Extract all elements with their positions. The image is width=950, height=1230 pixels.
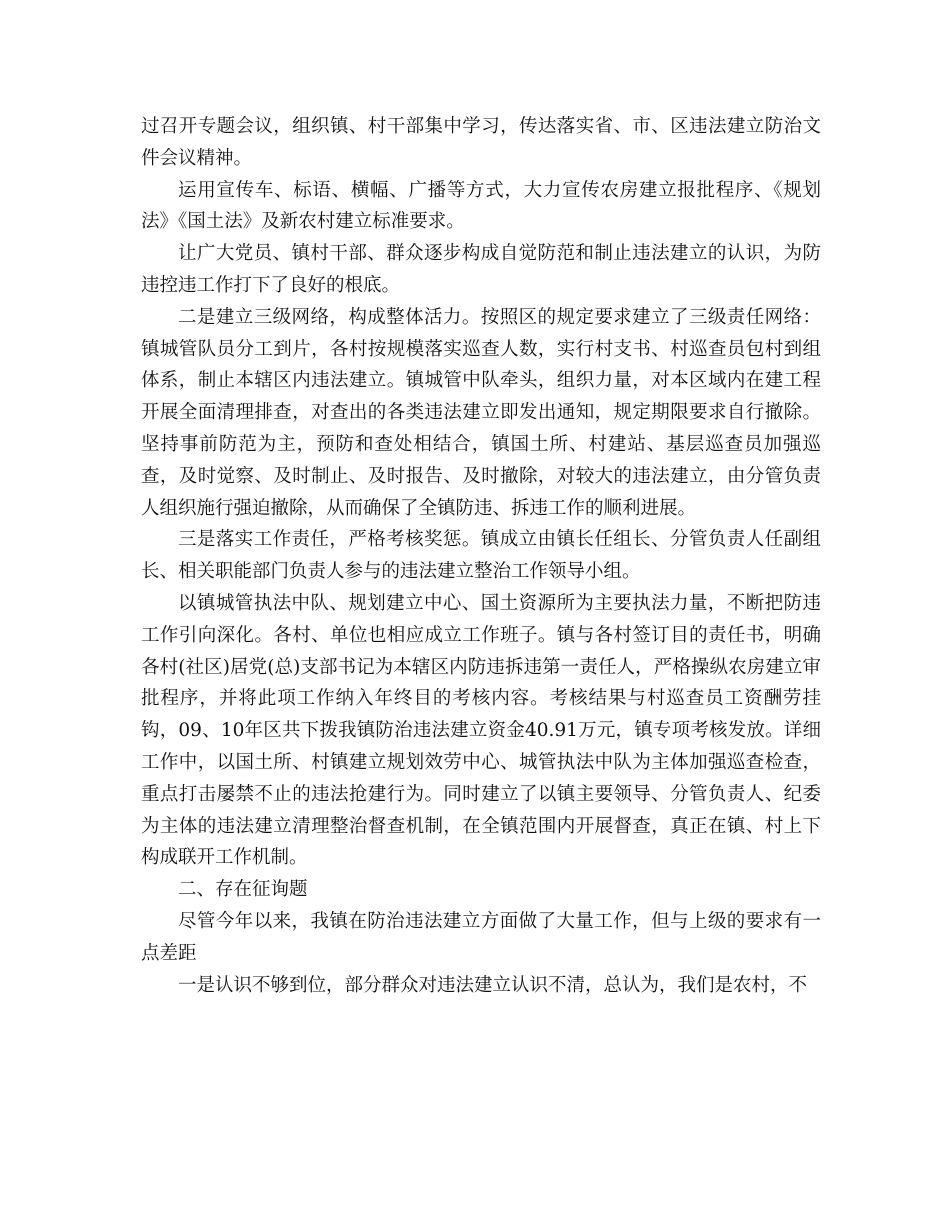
- paragraph: 让广大党员、镇村干部、群众逐步构成自觉防范和制止违法建立的认识，为防违控违工作打下了良好的根底。: [141, 243, 821, 296]
- paragraph: 以镇城管执法中队、规划建立中心、国土资源所为主要执法力量，不断把防违工作引向深化。各村、单位也相应成立工作班子。镇与各村签订目的责任书，明确各村(社区)居党(总)支部书记为本辖区内防违拆违第一责任人，严格操纵农房建立审批程序，并将此项工作纳入年终目的考核内容。考核结果与村巡查员工资酬劳挂钩，09、10年区共下拨我镇防治违法建立资金40.91万元，镇专项考核发放。详细工作中，以国土所、村镇建立规划效劳中心、城管执法中队为主体加强巡查检查，重点打击屡禁不止的违法抢建行为。同时建立了以镇主要领导、分管负责人、纪委为主体的违法建立清理整治督查机制，在全镇范围内开展督查，真正在镇、村上下构成联开工作机制。: [141, 592, 821, 869]
- paragraph: 二是建立三级网络，构成整体活力。按照区的规定要求建立了三级责任网络：镇城管队员分工到片，各村按规模落实巡查人数，实行村支书、村巡查员包村到组体系，制止本辖区内违法建立。镇城管中队牵头，组织力量，对本区域内在建工程开展全面清理排查，对查出的各类违法建立即发出通知，规定期限要求自行撤除。坚持事前防范为主，预防和查处相结合，镇国土所、村建站、基层巡查员加强巡查，及时觉察、及时制止、及时报告、及时撤除，对较大的违法建立，由分管负责人组织施行强迫撤除，从而确保了全镇防违、拆违工作的顺利进展。: [141, 306, 821, 519]
- paragraph: 运用宣传车、标语、横幅、广播等方式，大力宣传农房建立报批程序、《规划法》《国土法》及新农村建立标准要求。: [141, 179, 821, 233]
- paragraph: 一是认识不够到位，部分群众对违法建立认识不清，总认为，我们是农村，不: [178, 974, 808, 996]
- paragraph: 尽管今年以来，我镇在防治违法建立方面做了大量工作，但与上级的要求有一点差距: [141, 910, 821, 964]
- section-heading: 二、存在征询题: [178, 879, 308, 901]
- paragraph: 三是落实工作责任，严格考核奖惩。镇成立由镇长任组长、分管负责人任副组长、相关职能部门负责人参与的违法建立整治工作领导小组。: [141, 529, 821, 583]
- document-body: [141, 111, 821, 1001]
- paragraph-continuation: 过召开专题会议，组织镇、村干部集中学习，传达落实省、市、区违法建立防治文件会议精神。: [141, 116, 821, 169]
